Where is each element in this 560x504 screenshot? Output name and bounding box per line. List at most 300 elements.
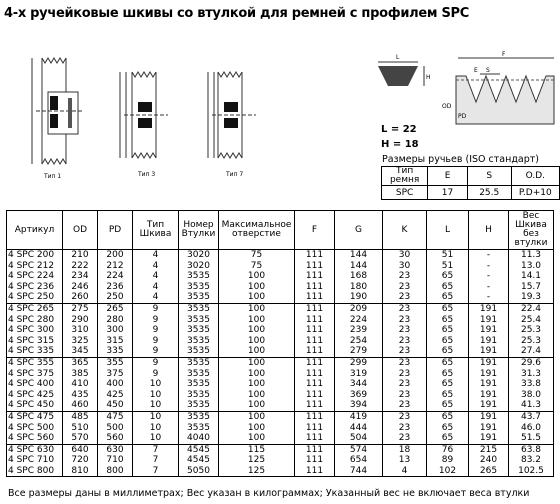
table-cell: 23 (383, 336, 427, 347)
table-cell: 365 (63, 357, 98, 368)
table-cell: 210 (63, 250, 98, 261)
table-cell: 111 (295, 250, 335, 261)
column-header: F (295, 211, 335, 250)
column-header: Артикул (7, 211, 63, 250)
table-cell: 191 (469, 433, 509, 444)
table-cell: 3535 (179, 336, 219, 347)
table-cell: 335 (98, 346, 133, 357)
table-cell: 3535 (179, 271, 219, 282)
table-cell: 23 (383, 303, 427, 314)
table-cell: 3535 (179, 282, 219, 293)
table-cell: 100 (219, 411, 295, 422)
table-cell: 23 (383, 271, 427, 282)
table-cell: 111 (295, 303, 335, 314)
table-cell: 13.0 (509, 261, 554, 272)
table-row (7, 325, 554, 336)
table-cell: 102 (427, 466, 469, 477)
table-cell: 111 (295, 433, 335, 444)
table-cell: 4 (133, 282, 179, 293)
table-cell: 3535 (179, 325, 219, 336)
table-cell: 4 SPC 250 (7, 292, 63, 303)
belt-profile-drawing (376, 50, 436, 106)
table-cell: 100 (219, 379, 295, 390)
table-row (7, 455, 554, 466)
table-cell: 10 (133, 390, 179, 401)
table-cell: 504 (335, 433, 383, 444)
table-cell: 4545 (179, 455, 219, 466)
table-cell: 65 (427, 282, 469, 293)
table-cell: - (469, 250, 509, 261)
table-cell: 65 (427, 315, 469, 326)
belt-l-value: L = 22 (381, 124, 417, 135)
table-cell: 65 (427, 433, 469, 444)
table-cell: 89 (427, 455, 469, 466)
table-cell: 111 (295, 261, 335, 272)
table-cell: 100 (219, 346, 295, 357)
table-cell: 65 (427, 346, 469, 357)
table-cell: 190 (335, 292, 383, 303)
table-cell: 209 (335, 303, 383, 314)
column-header: Тип Шкива (133, 211, 179, 250)
table-cell: 4 SPC 710 (7, 455, 63, 466)
table-cell: 345 (63, 346, 98, 357)
table-cell: 7 (133, 466, 179, 477)
table-cell: 410 (63, 379, 98, 390)
table-cell: - (469, 282, 509, 293)
table-cell: 144 (335, 261, 383, 272)
table-row (7, 444, 554, 455)
table-cell: 102.5 (509, 466, 554, 477)
table-cell: 5050 (179, 466, 219, 477)
table-cell: 111 (295, 379, 335, 390)
table-row (7, 303, 554, 314)
table-cell: 100 (219, 369, 295, 380)
table-row (7, 379, 554, 390)
table-cell: 3535 (179, 379, 219, 390)
table-cell: 4 SPC 400 (7, 379, 63, 390)
table-cell: 4 SPC 315 (7, 336, 63, 347)
table-cell: 425 (98, 390, 133, 401)
table-cell: 400 (98, 379, 133, 390)
table-cell: 23 (383, 390, 427, 401)
table-cell: 744 (335, 466, 383, 477)
table-cell: 111 (295, 444, 335, 455)
table-cell: 11.3 (509, 250, 554, 261)
table-cell: 100 (219, 325, 295, 336)
table-cell: 65 (427, 390, 469, 401)
table-cell: 4 SPC 300 (7, 325, 63, 336)
table-cell: 191 (469, 346, 509, 357)
table-row (7, 357, 554, 368)
profile-cell: SPC (382, 186, 428, 200)
table-cell: 23 (383, 325, 427, 336)
table-cell: 75 (219, 250, 295, 261)
page-title: 4-х ручейковые шкивы со втулкой для ремней с профилем SPC (4, 6, 469, 21)
table-cell: 450 (98, 400, 133, 411)
table-cell: 4 SPC 375 (7, 369, 63, 380)
table-cell: 3535 (179, 303, 219, 314)
table-row (7, 250, 554, 261)
table-cell: 191 (469, 315, 509, 326)
table-row (7, 433, 554, 444)
table-cell: 191 (469, 303, 509, 314)
table-cell: 4 SPC 800 (7, 466, 63, 477)
table-cell: 310 (63, 325, 98, 336)
table-cell: 111 (295, 357, 335, 368)
table-row (7, 369, 554, 380)
table-header-row (7, 211, 554, 250)
pulley-type7-drawing (200, 66, 264, 186)
table-cell: 500 (98, 423, 133, 434)
profile-table (381, 166, 560, 200)
column-header: Вес Шкива без втулки (509, 211, 554, 250)
table-cell: 83.2 (509, 455, 554, 466)
table-cell: 265 (98, 303, 133, 314)
table-cell: 10 (133, 400, 179, 411)
table-cell: 27.4 (509, 346, 554, 357)
table-cell: 100 (219, 336, 295, 347)
table-cell: 280 (98, 315, 133, 326)
table-cell: 254 (335, 336, 383, 347)
profile-header-cell: S (467, 167, 511, 186)
table-cell: 215 (469, 444, 509, 455)
table-cell: 250 (98, 292, 133, 303)
table-cell: 115 (219, 444, 295, 455)
groove-pd-label: PD (458, 113, 467, 120)
table-cell: 111 (295, 423, 335, 434)
table-cell: 100 (219, 400, 295, 411)
table-cell: 111 (295, 369, 335, 380)
table-cell: 111 (295, 390, 335, 401)
table-row (7, 411, 554, 422)
table-cell: 100 (219, 303, 295, 314)
table-cell: 222 (63, 261, 98, 272)
table-cell: 4 (133, 271, 179, 282)
footnote: Все размеры даны в миллиметрах; Вес указан в килограммах; Указанный вес не включает веса втулки (8, 488, 530, 499)
table-cell: 100 (219, 271, 295, 282)
profile-value-row (382, 186, 560, 200)
table-cell: 654 (335, 455, 383, 466)
table-cell: 111 (295, 292, 335, 303)
table-cell: 51.5 (509, 433, 554, 444)
table-cell: 23 (383, 357, 427, 368)
table-cell: 100 (219, 433, 295, 444)
belt-l-label: L (396, 54, 400, 61)
table-cell: 4 SPC 355 (7, 357, 63, 368)
table-cell: 510 (63, 423, 98, 434)
table-cell: 65 (427, 379, 469, 390)
table-cell: 3535 (179, 346, 219, 357)
table-cell: 260 (63, 292, 98, 303)
table-cell: 265 (469, 466, 509, 477)
table-cell: 111 (295, 315, 335, 326)
table-cell: 65 (427, 357, 469, 368)
table-row (7, 292, 554, 303)
table-row (7, 400, 554, 411)
table-cell: 41.3 (509, 400, 554, 411)
table-cell: 3535 (179, 390, 219, 401)
table-row (7, 315, 554, 326)
table-cell: 299 (335, 357, 383, 368)
table-cell: 4 (133, 292, 179, 303)
table-cell: 560 (98, 433, 133, 444)
table-cell: - (469, 261, 509, 272)
table-cell: 7 (133, 455, 179, 466)
table-cell: 111 (295, 282, 335, 293)
table-cell: 111 (295, 400, 335, 411)
table-cell: 4 SPC 200 (7, 250, 63, 261)
profile-header-cell: Тип ремня (382, 167, 428, 186)
table-cell: 100 (219, 423, 295, 434)
table-cell: 14.1 (509, 271, 554, 282)
profile-header-cell: E (428, 167, 468, 186)
table-cell: 31.3 (509, 369, 554, 380)
groove-f-label: F (502, 51, 506, 58)
table-cell: 4 SPC 425 (7, 390, 63, 401)
table-cell: 65 (427, 336, 469, 347)
profile-header-row (382, 167, 560, 186)
table-cell: 3020 (179, 250, 219, 261)
table-cell: 191 (469, 411, 509, 422)
table-cell: 4 SPC 630 (7, 444, 63, 455)
table-cell: 3535 (179, 315, 219, 326)
table-cell: 23 (383, 379, 427, 390)
table-cell: 385 (63, 369, 98, 380)
table-cell: 19.3 (509, 292, 554, 303)
table-cell: 275 (63, 303, 98, 314)
table-cell: 180 (335, 282, 383, 293)
table-cell: 23 (383, 315, 427, 326)
table-cell: 15.7 (509, 282, 554, 293)
column-header: Максимальное отверстие (219, 211, 295, 250)
profile-cell: 17 (428, 186, 468, 200)
table-cell: 319 (335, 369, 383, 380)
column-header: OD (63, 211, 98, 250)
table-cell: 125 (219, 466, 295, 477)
table-cell: 4 SPC 560 (7, 433, 63, 444)
table-cell: 65 (427, 303, 469, 314)
table-cell: 290 (63, 315, 98, 326)
table-cell: 111 (295, 325, 335, 336)
table-cell: 485 (63, 411, 98, 422)
table-cell: 25.3 (509, 336, 554, 347)
table-cell: 4 (133, 250, 179, 261)
table-cell: 191 (469, 390, 509, 401)
table-cell: 100 (219, 390, 295, 401)
table-cell: 30 (383, 250, 427, 261)
table-cell: 9 (133, 315, 179, 326)
table-cell: 111 (295, 466, 335, 477)
table-cell: 3535 (179, 411, 219, 422)
table-cell: 63.8 (509, 444, 554, 455)
table-cell: 51 (427, 261, 469, 272)
table-cell: 475 (98, 411, 133, 422)
table-cell: 65 (427, 400, 469, 411)
table-cell: 4 SPC 265 (7, 303, 63, 314)
table-cell: 4 SPC 475 (7, 411, 63, 422)
table-cell: 191 (469, 369, 509, 380)
table-cell: 100 (219, 292, 295, 303)
table-cell: 10 (133, 411, 179, 422)
table-row (7, 390, 554, 401)
table-cell: 65 (427, 271, 469, 282)
table-cell: 279 (335, 346, 383, 357)
table-cell: 4545 (179, 444, 219, 455)
table-cell: 10 (133, 379, 179, 390)
table-cell: - (469, 292, 509, 303)
table-cell: 3020 (179, 261, 219, 272)
table-cell: 3535 (179, 423, 219, 434)
table-cell: 191 (469, 357, 509, 368)
table-cell: 111 (295, 455, 335, 466)
table-cell: 191 (469, 325, 509, 336)
table-cell: 43.7 (509, 411, 554, 422)
table-cell: 710 (98, 455, 133, 466)
table-cell: 111 (295, 271, 335, 282)
table-cell: 240 (469, 455, 509, 466)
table-cell: 4 SPC 335 (7, 346, 63, 357)
table-cell: 239 (335, 325, 383, 336)
profile-table-title: Размеры ручьев (ISO стандарт) (382, 154, 539, 165)
table-cell: 4 SPC 500 (7, 423, 63, 434)
table-cell: 3535 (179, 357, 219, 368)
table-cell: 10 (133, 423, 179, 434)
table-cell: 224 (98, 271, 133, 282)
table-cell: 65 (427, 369, 469, 380)
table-row (7, 282, 554, 293)
belt-h-value: H = 18 (381, 139, 419, 150)
table-cell: 46.0 (509, 423, 554, 434)
table-cell: 325 (63, 336, 98, 347)
table-cell: 9 (133, 336, 179, 347)
table-cell: 444 (335, 423, 383, 434)
table-cell: 224 (335, 315, 383, 326)
groove-s-label: S (486, 67, 490, 74)
table-cell: 640 (63, 444, 98, 455)
table-cell: 9 (133, 303, 179, 314)
table-row (7, 346, 554, 357)
table-cell: 355 (98, 357, 133, 368)
table-cell: 23 (383, 433, 427, 444)
table-cell: 630 (98, 444, 133, 455)
profile-header-cell: O.D. (511, 167, 559, 186)
table-row (7, 271, 554, 282)
table-cell: 200 (98, 250, 133, 261)
table-cell: 23 (383, 369, 427, 380)
table-cell: 18 (383, 444, 427, 455)
table-cell: 375 (98, 369, 133, 380)
profile-cell: P.D+10 (511, 186, 559, 200)
table-cell: 344 (335, 379, 383, 390)
table-cell: 51 (427, 250, 469, 261)
table-cell: 419 (335, 411, 383, 422)
column-header: PD (98, 211, 133, 250)
table-cell: 25.3 (509, 325, 554, 336)
table-cell: - (469, 271, 509, 282)
table-cell: 9 (133, 325, 179, 336)
table-cell: 9 (133, 369, 179, 380)
table-cell: 9 (133, 357, 179, 368)
belt-h-label: H (426, 74, 431, 81)
table-cell: 100 (219, 315, 295, 326)
groove-profile-drawing (442, 50, 558, 132)
table-cell: 111 (295, 411, 335, 422)
table-cell: 435 (63, 390, 98, 401)
table-cell: 4 SPC 236 (7, 282, 63, 293)
groove-e-label: E (474, 67, 478, 74)
table-cell: 111 (295, 346, 335, 357)
table-cell: 111 (295, 336, 335, 347)
groove-od-label: OD (442, 103, 452, 110)
column-header: G (335, 211, 383, 250)
table-cell: 394 (335, 400, 383, 411)
column-header: L (427, 211, 469, 250)
table-cell: 23 (383, 292, 427, 303)
table-cell: 191 (469, 379, 509, 390)
profile-cell: 25.5 (467, 186, 511, 200)
table-cell: 800 (98, 466, 133, 477)
type3-caption: Тип 3 (138, 171, 156, 178)
table-cell: 236 (98, 282, 133, 293)
table-cell: 76 (427, 444, 469, 455)
table-cell: 10 (133, 433, 179, 444)
table-cell: 191 (469, 336, 509, 347)
pulley-type3-drawing (112, 66, 176, 186)
table-cell: 25.4 (509, 315, 554, 326)
table-cell: 4 (133, 261, 179, 272)
table-cell: 4 SPC 212 (7, 261, 63, 272)
table-cell: 38.0 (509, 390, 554, 401)
table-cell: 100 (219, 282, 295, 293)
table-row (7, 466, 554, 477)
table-cell: 168 (335, 271, 383, 282)
table-cell: 29.6 (509, 357, 554, 368)
table-cell: 7 (133, 444, 179, 455)
table-cell: 30 (383, 261, 427, 272)
pulley-spec-table (6, 210, 554, 477)
table-cell: 125 (219, 455, 295, 466)
table-cell: 75 (219, 261, 295, 272)
table-cell: 3535 (179, 369, 219, 380)
table-cell: 4 SPC 280 (7, 315, 63, 326)
table-cell: 13 (383, 455, 427, 466)
table-cell: 23 (383, 346, 427, 357)
table-cell: 810 (63, 466, 98, 477)
table-cell: 23 (383, 411, 427, 422)
table-cell: 4 (383, 466, 427, 477)
pulley-type1-drawing (22, 52, 90, 182)
table-cell: 234 (63, 271, 98, 282)
table-cell: 65 (427, 411, 469, 422)
type7-caption: Тип 7 (226, 171, 244, 178)
table-cell: 65 (427, 325, 469, 336)
table-row (7, 336, 554, 347)
table-cell: 23 (383, 400, 427, 411)
table-cell: 300 (98, 325, 133, 336)
table-cell: 4040 (179, 433, 219, 444)
table-cell: 4 SPC 224 (7, 271, 63, 282)
table-cell: 100 (219, 357, 295, 368)
table-cell: 574 (335, 444, 383, 455)
table-cell: 3535 (179, 400, 219, 411)
table-cell: 65 (427, 292, 469, 303)
table-cell: 65 (427, 423, 469, 434)
table-cell: 23 (383, 423, 427, 434)
column-header: K (383, 211, 427, 250)
table-row (7, 423, 554, 434)
column-header: H (469, 211, 509, 250)
table-cell: 212 (98, 261, 133, 272)
